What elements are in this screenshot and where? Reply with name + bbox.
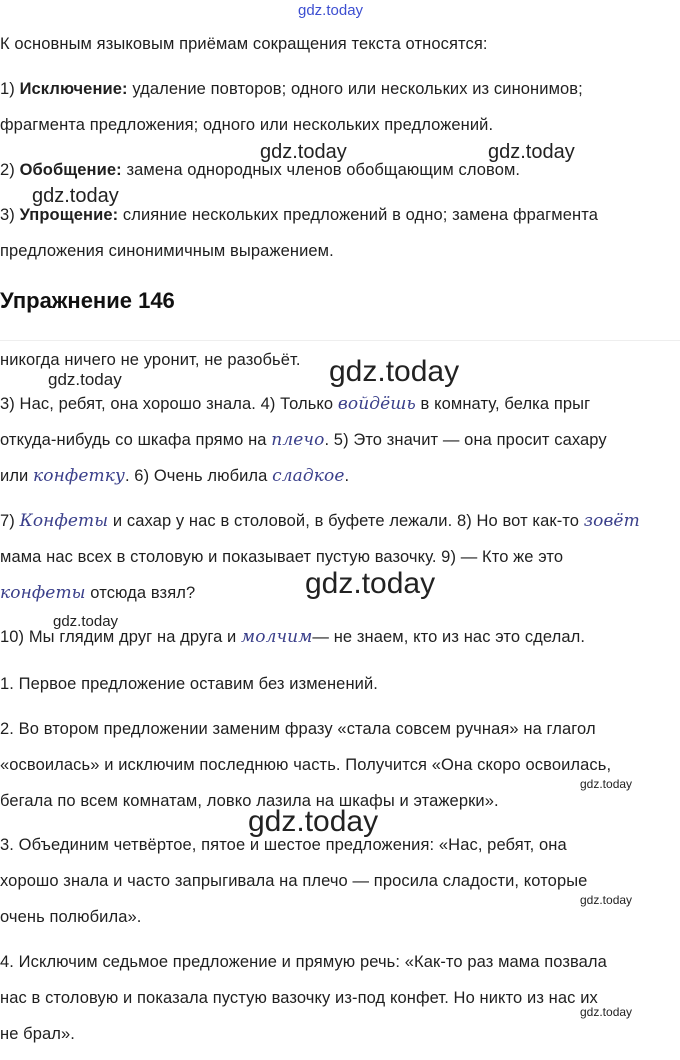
handwritten-word: конфетку (33, 466, 125, 486)
item-text: замена однородных членов обобщающим словом. (121, 161, 521, 179)
handwritten-word: сладкое (272, 466, 345, 486)
watermark-top: gdz.today (298, 2, 364, 19)
handwritten-word: Конфеты (19, 511, 109, 531)
exercise-title: Упражнение 146 (0, 288, 175, 313)
step-4-cont: не брал». (0, 1025, 75, 1043)
text-fragment: и сахар у нас в столовой, в буфете лежали. 8) Но вот как-то (108, 512, 584, 530)
watermark: gdz.today (305, 567, 436, 600)
text-fragment: . 6) Очень любила (124, 467, 273, 485)
step-3-cont: очень полюбила». (0, 908, 142, 926)
text-fragment: 10) Мы глядим друг на друга и (0, 628, 242, 646)
text-fragment: . (344, 467, 350, 485)
text-fragment: 7) (0, 512, 20, 530)
list-item-2 (0, 152, 680, 188)
text-line (0, 422, 680, 458)
step-4-cont: нас в столовую и показала пустую вазочку из-под конфет. Но никто из нас их (0, 989, 598, 1007)
text-fragment: — не знаем, кто из нас это сделал. (312, 628, 586, 646)
text-line (0, 386, 680, 422)
item-colon: : (116, 161, 122, 179)
text-line (0, 619, 680, 655)
item-term: Обобщение (19, 161, 117, 179)
list-item-3 (0, 197, 680, 233)
step-1: 1. Первое предложение оставим без изменений. (0, 675, 378, 693)
text-fragment: . 5) Это значит — она просит сахару (324, 431, 607, 449)
watermark: gdz.today (580, 893, 633, 907)
handwritten-word: плечо (271, 430, 325, 450)
item-number: 3) (0, 206, 15, 224)
list-item-3-cont: предложения синонимичным выражением. (0, 242, 334, 260)
watermark: gdz.today (580, 1005, 633, 1019)
text-fragment: в комнату, белка прыг (415, 395, 591, 413)
watermark: gdz.today (248, 805, 379, 838)
handwritten-word: молчим (241, 627, 313, 647)
watermark: gdz.today (53, 613, 119, 630)
list-item-1 (0, 71, 680, 107)
watermark: gdz.today (48, 370, 122, 389)
item-term: Исключение (19, 80, 123, 98)
intro-text: К основным языковым приёмам сокращения текста относятся: (0, 35, 488, 53)
divider (0, 340, 680, 341)
step-3-cont: хорошо знала и часто запрыгивала на плечо — просила сладости, которые (0, 872, 588, 890)
step-2-cont: «освоилась» и исключим последнюю часть. Получится «Она скоро освоилась, (0, 756, 612, 774)
watermark: gdz.today (329, 355, 460, 388)
handwritten-word: войдёшь (337, 394, 416, 414)
watermark: gdz.today (260, 141, 347, 163)
text-line: мама нас всех в столовую и показывает пустую вазочку. 9) — Кто же это (0, 548, 564, 566)
text-line (0, 575, 680, 611)
item-text: слияние нескольких предложений в одно; замена фрагмента (118, 206, 598, 224)
step-2-cont: бегала по всем комнатам, ловко лазила на шкафы и этажерки». (0, 792, 499, 810)
item-text: удаление повторов; одного или нескольких из синонимов; (127, 80, 583, 98)
text-fragment: откуда-нибудь со шкафа прямо на (0, 431, 272, 449)
watermark: gdz.today (580, 777, 633, 791)
text-line: никогда ничего не уронит, не разобьёт. (0, 351, 301, 369)
item-term: Упрощение (19, 206, 113, 224)
step-3: 3. Объединим четвёртое, пятое и шестое предложения: «Нас, ребят, она (0, 836, 567, 854)
watermark: gdz.today (32, 185, 119, 207)
watermark: gdz.today (488, 141, 575, 163)
text-fragment: отсюда взял? (85, 584, 196, 602)
list-item-1-cont: фрагмента предложения; одного или нескольких предложений. (0, 116, 494, 134)
step-2: 2. Во втором предложении заменим фразу «стала совсем ручная» на глагол (0, 720, 596, 738)
handwritten-word: зовёт (583, 511, 640, 531)
item-number: 2) (0, 161, 15, 179)
text-fragment: 3) Нас, ребят, она хорошо знала. 4) Только (0, 395, 338, 413)
item-colon: : (122, 80, 128, 98)
step-4: 4. Исключим седьмое предложение и прямую речь: «Как-то раз мама позвала (0, 953, 607, 971)
item-colon: : (112, 206, 119, 224)
text-line (0, 503, 680, 539)
text-line (0, 458, 680, 494)
item-number: 1) (0, 80, 15, 98)
text-fragment: или (0, 467, 34, 485)
handwritten-word: конфеты (0, 583, 86, 603)
